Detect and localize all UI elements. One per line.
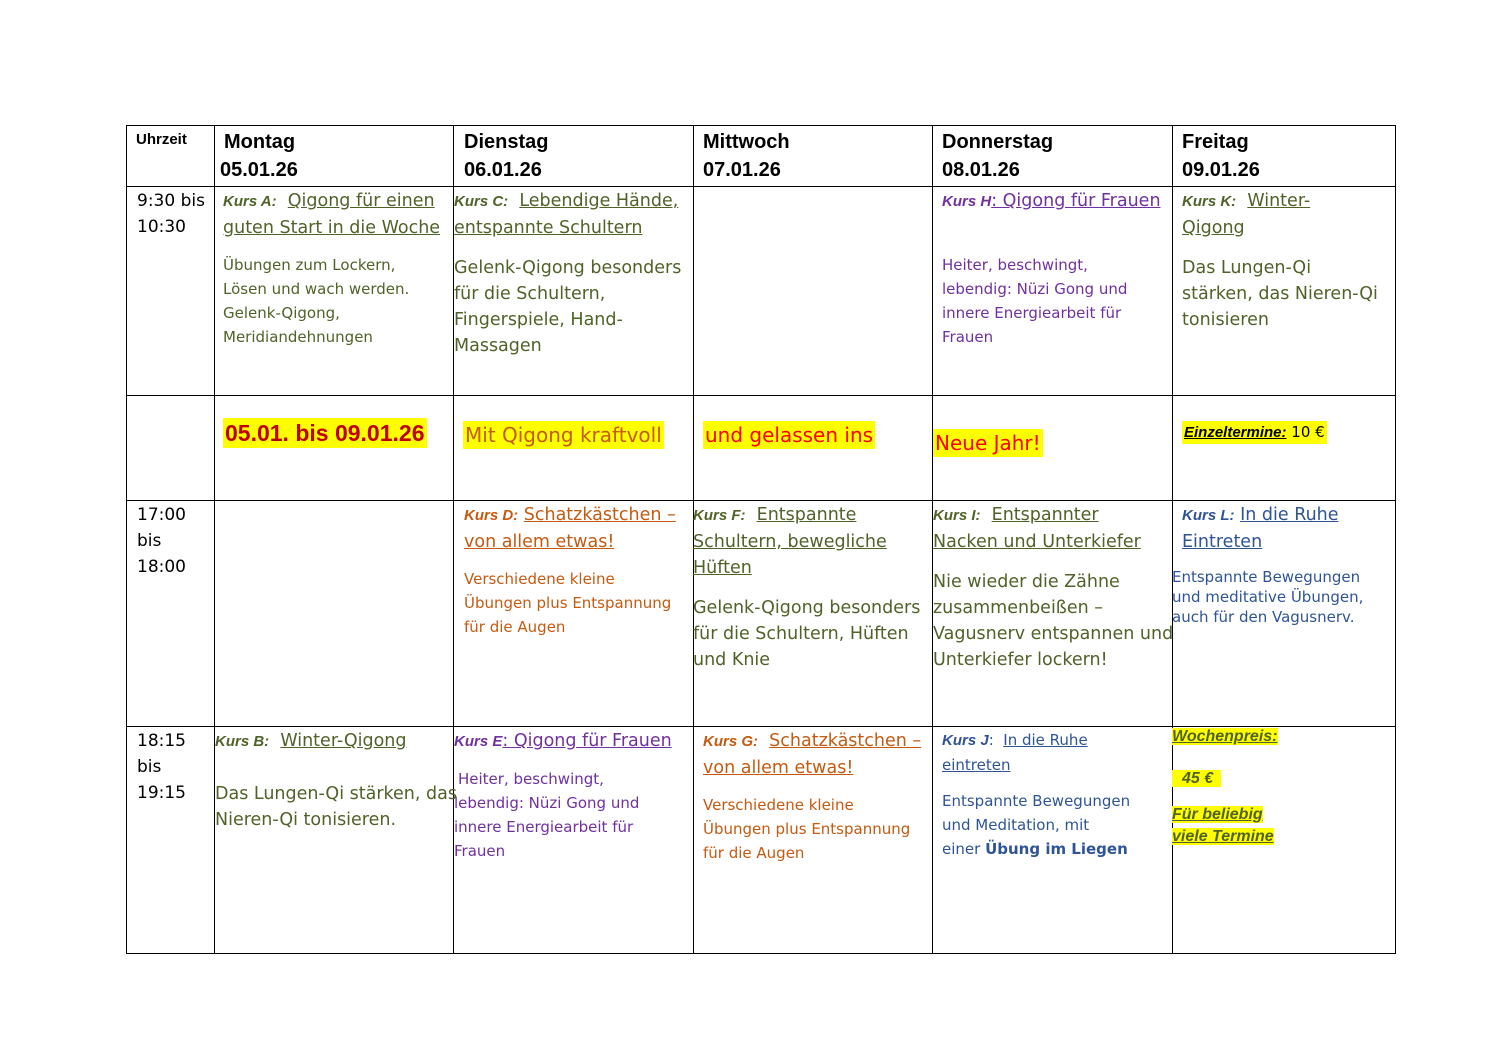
desc-line: Entspannte Bewegungen — [1172, 568, 1361, 586]
desc-line: Heiter, beschwingt, — [942, 256, 1088, 274]
banner-text-3: Neue Jahr! — [935, 431, 1041, 455]
banner-text-1: Mit Qigong kraftvoll — [465, 423, 662, 447]
desc-line: Lösen und wach werden. — [223, 280, 410, 298]
day-date: 07.01.26 — [703, 159, 781, 181]
desc-line: Nie wieder die Zähne — [933, 572, 1120, 592]
course-description — [942, 253, 1161, 349]
grid-line — [126, 125, 127, 954]
day-header-friday — [1182, 128, 1260, 184]
day-date: 09.01.26 — [1182, 159, 1260, 181]
course-e — [454, 728, 672, 863]
course-title — [464, 502, 676, 529]
course-description — [1182, 255, 1378, 333]
desc-line: Übungen zum Lockern, — [223, 256, 396, 274]
desc-line — [942, 837, 1130, 861]
course-title — [215, 728, 457, 755]
course-b — [215, 728, 457, 833]
desc-line: Entspannte Bewegungen — [942, 792, 1131, 810]
course-title-line: Nacken und Unterkiefer — [933, 532, 1141, 552]
grid-line — [126, 500, 1396, 501]
course-h — [942, 188, 1161, 349]
time-slot-evening1 — [137, 502, 186, 580]
course-code: Kurs B: — [215, 733, 270, 750]
desc-line: Meridiandehnungen — [223, 328, 373, 346]
grid-line — [1395, 125, 1396, 954]
course-i — [933, 502, 1173, 673]
time-text: bis — [137, 531, 162, 551]
desc-line: Heiter, beschwingt, — [458, 770, 604, 788]
time-slot-evening2 — [137, 728, 186, 806]
desc-line: Unterkiefer lockern! — [933, 650, 1108, 670]
course-title-line: Lebendige Hände, — [519, 191, 679, 211]
desc-line: zusammenbeißen – — [933, 598, 1104, 618]
desc-line: für die Augen — [464, 618, 566, 636]
course-title-line: Hüften — [693, 558, 752, 578]
desc-line: tonisieren — [1182, 310, 1269, 330]
course-title-line: Winter-Qigong — [280, 731, 407, 751]
course-description — [693, 595, 920, 673]
course-code: Kurs I: — [933, 507, 981, 524]
weekly-price-note: viele Termine — [1172, 828, 1274, 845]
single-label: Einzeltermine: — [1184, 424, 1287, 441]
course-description — [223, 253, 440, 349]
banner-dates: 05.01. bis 09.01.26 — [225, 420, 425, 446]
weekly-price-value: 45 € — [1172, 770, 1221, 787]
course-title-line: Schultern, bewegliche — [693, 532, 887, 552]
course-title — [454, 728, 672, 755]
course-title — [942, 188, 1161, 215]
desc-line: Übungen plus Entspannung — [703, 820, 911, 838]
desc-line: innere Energiearbeit für — [942, 304, 1122, 322]
course-description — [454, 767, 672, 863]
time-text: 17:00 — [137, 505, 186, 525]
desc-line: Übungen plus Entspannung — [464, 594, 672, 612]
day-name: Dienstag — [464, 131, 549, 153]
time-text: 19:15 — [137, 783, 186, 803]
desc-line: Gelenk-Qigong besonders — [693, 598, 921, 618]
desc-line: für die Augen — [703, 844, 805, 862]
course-code: Kurs G: — [703, 733, 759, 750]
desc-line: Verschiedene kleine — [464, 570, 615, 588]
desc-line: stärken, das Nieren-Qi — [1182, 284, 1378, 304]
course-title-line: Eintreten — [1182, 532, 1263, 552]
time-slot-morning — [137, 188, 205, 240]
desc-emphasis: Übung im Liegen — [985, 840, 1128, 858]
course-description — [1172, 567, 1363, 627]
course-d — [464, 502, 676, 639]
day-date: 05.01.26 — [220, 159, 298, 181]
course-description — [942, 789, 1130, 861]
course-code: Kurs H — [942, 193, 992, 210]
course-title-line: Schatzkästchen – — [769, 731, 922, 751]
course-code: Kurs L: — [1182, 507, 1235, 524]
desc-line: und Meditation, mit — [942, 816, 1090, 834]
time-text: bis — [137, 757, 162, 777]
desc-line: für die Schultern, Hüften — [693, 624, 909, 644]
time-column-header: Uhrzeit — [136, 131, 187, 148]
desc-line: Vagusnerv entspannen und — [933, 624, 1174, 644]
grid-line — [126, 186, 1396, 187]
course-code: Kurs J — [942, 732, 989, 749]
course-title-line: Qigong — [1182, 218, 1245, 238]
grid-line — [126, 953, 1396, 954]
course-title-line: Schatzkästchen – — [523, 505, 676, 525]
course-title: Kurs A: Qigong für einen — [223, 191, 435, 211]
course-title-line: : Qigong für Frauen — [502, 731, 672, 751]
desc-line: Gelenk-Qigong, — [223, 304, 340, 322]
course-title — [703, 728, 921, 755]
desc-text: einer — [942, 840, 986, 858]
banner-text-2: und gelassen ins — [705, 423, 874, 447]
desc-line: Verschiedene kleine — [703, 796, 854, 814]
grid-line — [126, 125, 1396, 126]
course-title — [1172, 502, 1363, 529]
course-k — [1182, 188, 1378, 333]
desc-line: Nieren-Qi tonisieren. — [215, 810, 397, 830]
course-code: Kurs D: — [464, 507, 519, 524]
course-code: Kurs E — [454, 733, 503, 750]
weekly-price-box — [1172, 726, 1278, 848]
course-l — [1172, 502, 1363, 627]
course-a — [223, 188, 440, 349]
course-title — [1182, 188, 1378, 215]
desc-line: lebendig: Nüzi Gong und — [942, 280, 1128, 298]
time-text: 10:30 — [137, 217, 186, 237]
desc-line: und meditative Übungen, — [1172, 588, 1364, 606]
course-g — [703, 728, 921, 865]
course-code: Kurs F: — [693, 507, 746, 524]
course-title-line: In die Ruhe — [1240, 505, 1339, 525]
course-title — [693, 502, 920, 529]
course-description — [933, 569, 1173, 673]
course-code: Kurs C: — [454, 193, 509, 210]
course-title-line: von allem etwas! — [464, 532, 615, 552]
single-price: 10 € — [1286, 423, 1325, 441]
day-header-tuesday — [464, 128, 548, 184]
course-title-line: guten Start in die Woche — [223, 218, 441, 238]
desc-line: Massagen — [454, 336, 542, 356]
course-code: Kurs A — [223, 193, 272, 210]
course-title-line: Qigong für einen — [287, 191, 435, 211]
day-name: Donnerstag — [942, 131, 1054, 153]
course-title — [942, 728, 1130, 753]
course-title-line: In die Ruhe — [1003, 731, 1088, 749]
course-c — [454, 188, 681, 359]
weekly-price-label: Wochenpreis: — [1172, 728, 1278, 745]
course-description — [464, 567, 676, 639]
course-title-line: Entspannte — [756, 505, 857, 525]
day-header-wednesday — [703, 128, 790, 184]
course-description — [454, 255, 681, 359]
day-date: 08.01.26 — [942, 159, 1020, 181]
desc-line: Frauen — [454, 842, 506, 860]
course-title-line: Winter- — [1247, 191, 1311, 211]
day-header-thursday — [942, 128, 1053, 184]
course-title — [933, 502, 1173, 529]
course-title-line: von allem etwas! — [703, 758, 854, 778]
course-title-line: : — [988, 731, 994, 749]
day-name: Mittwoch — [703, 131, 790, 153]
desc-line: für die Schultern, — [454, 284, 606, 304]
desc-line: innere Energiearbeit für — [454, 818, 634, 836]
day-date: 06.01.26 — [464, 159, 542, 181]
weekly-price-note: Für beliebig — [1172, 806, 1263, 823]
course-description — [215, 781, 457, 833]
course-title-line: Entspannter — [991, 505, 1099, 525]
desc-line: Das Lungen-Qi stärken, das — [215, 784, 457, 804]
single-appointment-price — [1182, 421, 1327, 444]
desc-line: Gelenk-Qigong besonders — [454, 258, 682, 278]
day-name: Freitag — [1182, 131, 1249, 153]
desc-line: Das Lungen-Qi — [1182, 258, 1312, 278]
grid-line — [126, 395, 1396, 396]
course-title — [454, 188, 681, 215]
course-j — [942, 728, 1130, 861]
course-code: Kurs K: — [1182, 193, 1237, 210]
desc-line: Frauen — [942, 328, 994, 346]
time-text: 18:15 — [137, 731, 186, 751]
course-title-line: : Qigong für Frauen — [991, 191, 1161, 211]
course-title-line: entspannte Schultern — [454, 218, 643, 238]
time-text: 18:00 — [137, 557, 186, 577]
day-name: Montag — [224, 131, 296, 153]
day-header-monday — [220, 128, 298, 184]
desc-line: auch für den Vagusnerv. — [1172, 608, 1355, 626]
desc-line: und Knie — [693, 650, 771, 670]
schedule-table — [126, 125, 1396, 954]
time-text: 9:30 bis — [137, 191, 205, 211]
desc-line: lebendig: Nüzi Gong und — [454, 794, 640, 812]
course-f — [693, 502, 920, 673]
course-description — [703, 793, 921, 865]
desc-line: Fingerspiele, Hand- — [454, 310, 623, 330]
course-title-line: eintreten — [942, 756, 1011, 774]
